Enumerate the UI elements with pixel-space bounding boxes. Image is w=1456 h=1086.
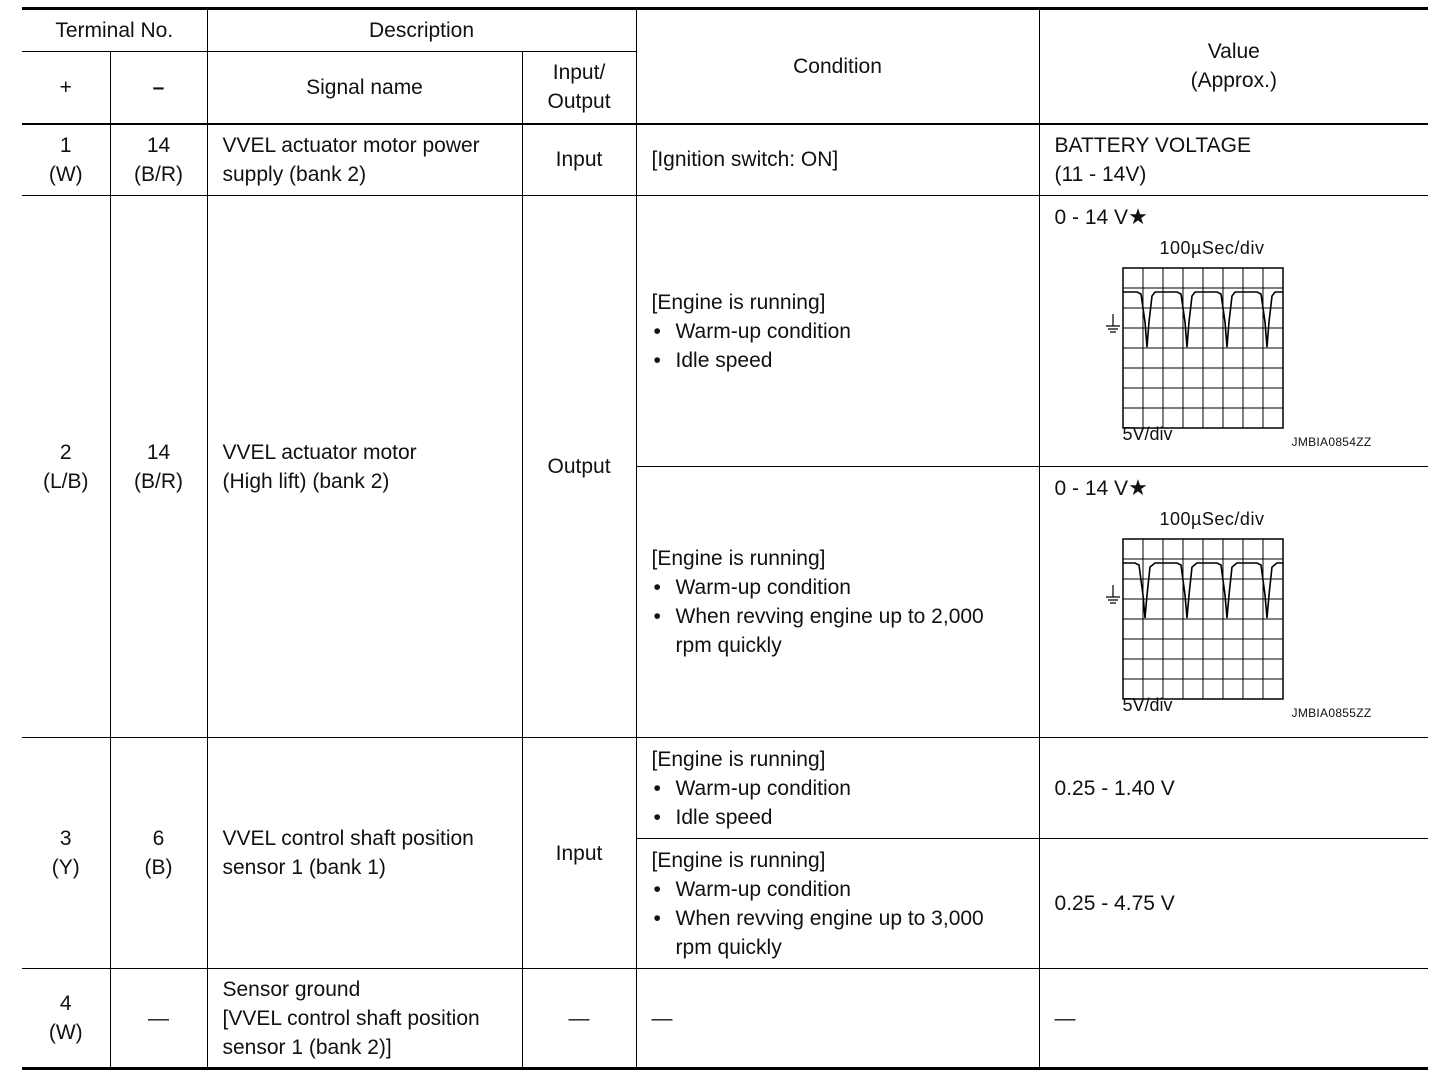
table-row — [22, 196, 1428, 467]
condition-list — [652, 573, 1029, 660]
terminal-number: 14 — [146, 440, 171, 464]
condition: [Ignition switch: ON] — [636, 124, 1039, 196]
plus-terminal — [22, 969, 110, 1069]
table-row — [22, 969, 1428, 1069]
signal-name-line: (High lift) (bank 2) — [222, 469, 390, 493]
terminal-number: 1 — [59, 133, 72, 157]
condition-list — [652, 774, 1029, 832]
header-value — [1039, 9, 1428, 124]
condition-item — [652, 904, 1029, 962]
table-row — [22, 124, 1428, 196]
condition-item-line: When revving engine up to 2,000 — [675, 605, 984, 628]
value-line: (11 - 14V) — [1054, 162, 1147, 186]
condition — [636, 839, 1039, 969]
condition-list — [652, 875, 1029, 962]
header-terminal-no: Terminal No. — [22, 9, 207, 52]
waveform-graph — [1055, 234, 1375, 459]
value-text — [1055, 473, 1419, 503]
terminal-number: 3 — [59, 827, 72, 850]
plus-terminal — [22, 196, 110, 738]
condition-item: • Warm-up condition — [652, 573, 1029, 602]
table-row — [22, 738, 1428, 839]
value-range: 0 - 14 V — [1054, 477, 1129, 500]
minus-terminal — [110, 196, 207, 738]
input-output: Output — [522, 196, 636, 738]
terminal-number: 6 — [152, 827, 165, 850]
condition-item: • Warm-up condition — [652, 875, 1029, 904]
plus-terminal — [22, 124, 110, 196]
condition — [636, 467, 1039, 738]
wire-color: (W) — [48, 162, 83, 186]
condition-item: • Idle speed — [652, 346, 1029, 375]
signal-name-line: sensor 1 (bank 2)] — [222, 1035, 392, 1059]
wire-color: (B) — [144, 856, 173, 879]
scope-voltage-division: 5V/div — [1122, 695, 1173, 715]
oscilloscope-waveform — [1055, 234, 1375, 459]
input-output: — — [522, 969, 636, 1069]
condition-item-line: rpm quickly — [675, 935, 782, 959]
header-row-1 — [22, 9, 1428, 52]
signal-name — [207, 969, 522, 1069]
value — [1039, 467, 1428, 738]
signal-name-line: [VVEL control shaft position — [222, 1006, 480, 1030]
condition — [636, 738, 1039, 839]
minus-terminal: — — [110, 969, 207, 1069]
wire-color: (Y) — [51, 856, 80, 879]
condition-heading: [Engine is running] — [651, 290, 826, 314]
value-range: 0 - 14 V — [1054, 206, 1129, 229]
signal-name — [207, 196, 522, 738]
header-io-line1: Input/ — [552, 61, 606, 85]
signal-name — [207, 124, 522, 196]
wire-color: (L/B) — [42, 469, 89, 493]
wire-color: (W) — [48, 1021, 83, 1044]
value — [1039, 196, 1428, 467]
header-plus: + — [22, 52, 110, 124]
figure-code: JMBIA0854ZZ — [1291, 435, 1372, 449]
condition-item: • Idle speed — [652, 803, 1029, 832]
condition-item-line: When revving engine up to 3,000 — [675, 906, 984, 930]
signal-name — [207, 738, 522, 969]
condition: — — [636, 969, 1039, 1069]
condition-heading: [Engine is running] — [651, 848, 826, 872]
terminal-number: 14 — [146, 133, 171, 157]
star-icon: ★ — [1128, 204, 1148, 229]
condition-item — [652, 602, 1029, 660]
header-signal-name: Signal name — [207, 52, 522, 124]
waveform-graph — [1055, 505, 1375, 730]
header-description: Description — [207, 9, 636, 52]
minus-terminal — [110, 124, 207, 196]
star-icon: ★ — [1128, 475, 1148, 500]
wire-color: (B/R) — [134, 162, 183, 186]
scope-voltage-division: 5V/div — [1122, 424, 1173, 444]
condition-item-line: rpm quickly — [675, 634, 782, 657]
value-text — [1055, 202, 1419, 232]
input-output: Input — [522, 738, 636, 969]
signal-name-line: VVEL actuator motor — [222, 440, 417, 464]
signal-name-line: sensor 1 (bank 1) — [222, 856, 386, 879]
header-condition: Condition — [636, 9, 1039, 124]
figure-code: JMBIA0855ZZ — [1291, 706, 1372, 720]
condition — [636, 196, 1039, 467]
terminal-number: 2 — [59, 440, 72, 464]
condition-item: • Warm-up condition — [652, 774, 1029, 803]
condition-list — [652, 317, 1029, 375]
condition-item: • Warm-up condition — [652, 317, 1029, 346]
signal-name-line: supply (bank 2) — [222, 162, 367, 186]
terminal-number: 4 — [59, 992, 72, 1015]
scope-time-division: 100µSec/div — [1159, 509, 1265, 529]
condition-heading: [Engine is running] — [651, 747, 826, 771]
value-line: BATTERY VOLTAGE — [1054, 133, 1251, 157]
input-output: Input — [522, 124, 636, 196]
value: — — [1039, 969, 1428, 1069]
header-input-output — [522, 52, 636, 124]
wire-color: (B/R) — [134, 469, 183, 493]
scope-time-division: 100µSec/div — [1159, 238, 1265, 258]
value: 0.25 - 1.40 V — [1039, 738, 1428, 839]
header-io-line2: Output — [547, 90, 611, 114]
header-value-line1: Value — [1207, 40, 1260, 64]
terminal-spec-table — [22, 7, 1428, 1070]
oscilloscope-waveform — [1055, 505, 1375, 730]
ground-symbol-icon — [1106, 585, 1120, 603]
minus-terminal — [110, 738, 207, 969]
ground-symbol-icon — [1106, 314, 1120, 332]
signal-name-line: VVEL control shaft position — [222, 827, 474, 850]
signal-name-line: Sensor ground — [222, 977, 361, 1001]
signal-name-line: VVEL actuator motor power — [222, 133, 480, 157]
header-value-line2: (Approx.) — [1190, 69, 1277, 93]
header-minus: – — [110, 52, 207, 124]
plus-terminal — [22, 738, 110, 969]
condition-heading: [Engine is running] — [651, 547, 826, 570]
value — [1039, 124, 1428, 196]
value: 0.25 - 4.75 V — [1039, 839, 1428, 969]
